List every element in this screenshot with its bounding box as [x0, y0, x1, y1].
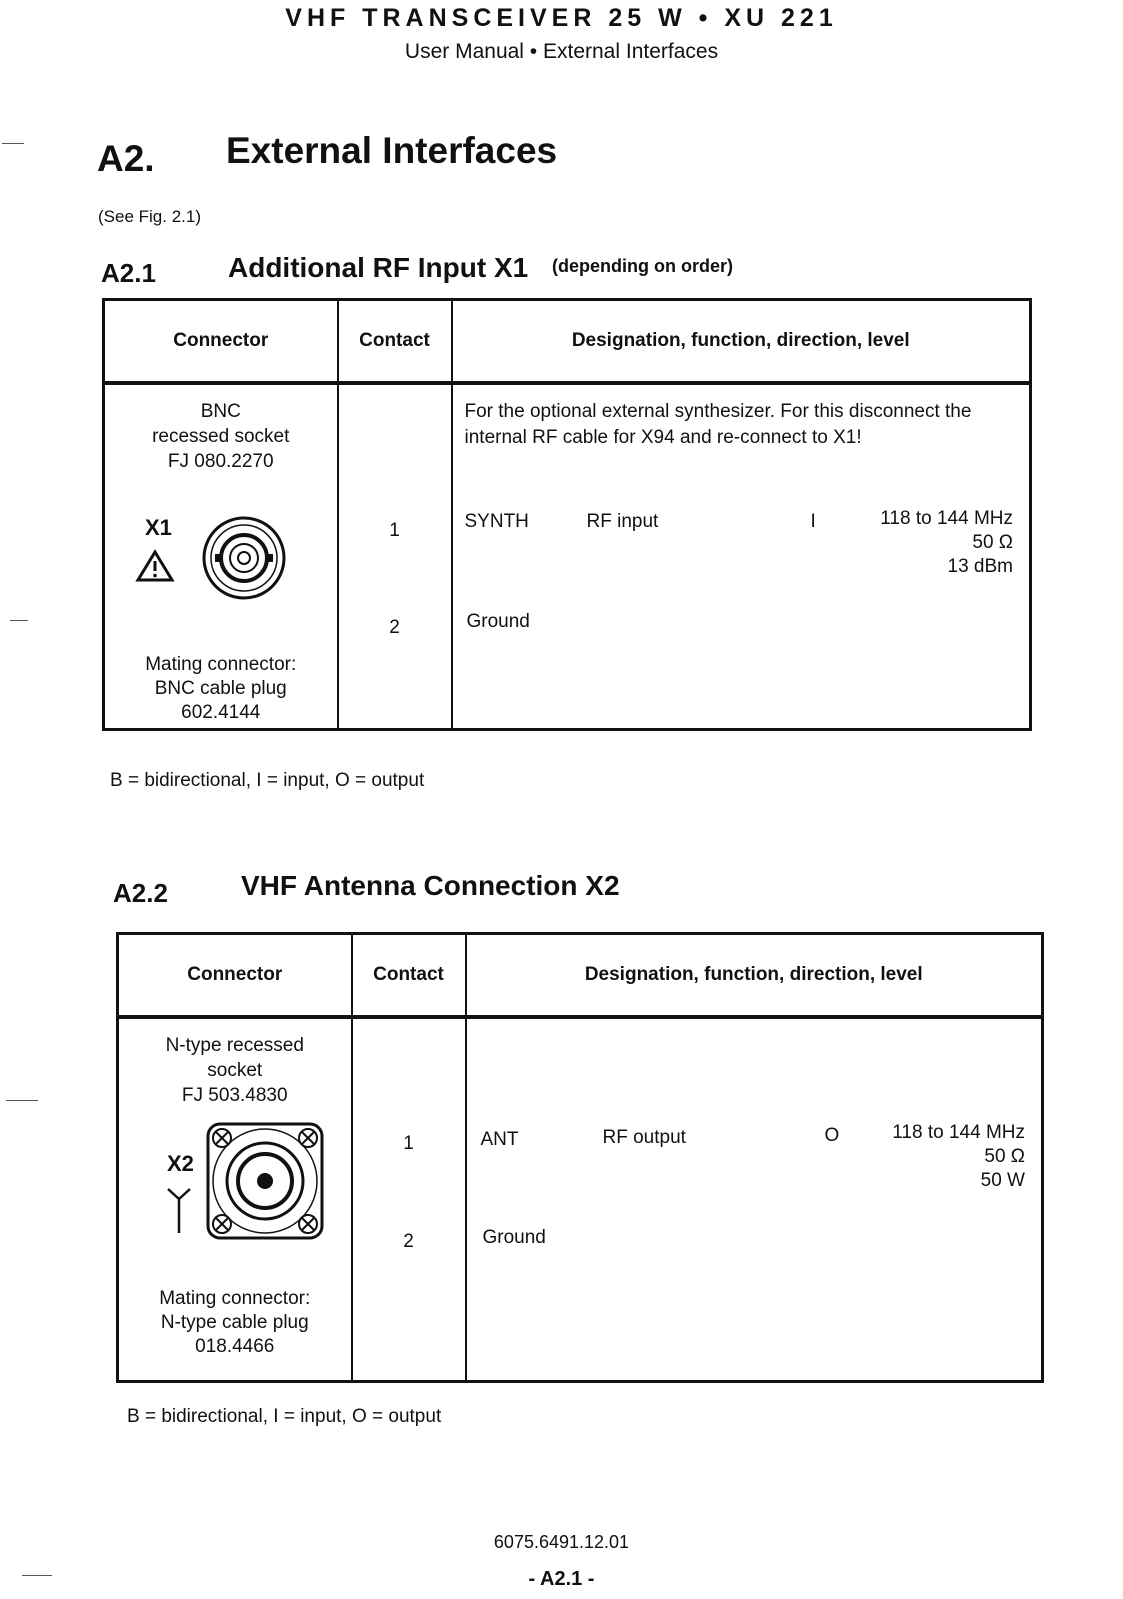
subsection-a21-number: A2.1 — [101, 258, 156, 288]
subsection-a22-title: VHF Antenna Connection X2 — [241, 870, 620, 901]
signal-name: Ground — [482, 1227, 546, 1248]
connector-label-x1: X1 — [145, 515, 172, 540]
mating-connector-type: N-type cable plug — [160, 1312, 309, 1333]
a22-connector-cell — [118, 1017, 352, 1381]
level-impedance: 50 Ω — [972, 532, 1013, 553]
antenna-icon — [165, 1187, 193, 1235]
signal-function: RF output — [602, 1127, 686, 1148]
mating-connector-type: BNC cable plug — [154, 678, 287, 699]
n-type-socket-icon — [205, 1121, 325, 1241]
a21-description: For the optional external synthesizer. For this disconnect the internal RF cable for X94 and re-connect to X1! — [464, 401, 972, 448]
col-header-connector: Connector — [104, 300, 338, 384]
contact-number: 1 — [389, 520, 400, 541]
signal-name: ANT — [480, 1129, 519, 1150]
scan-mark — [2, 143, 24, 144]
connector-type-detail: recessed socket — [152, 426, 290, 447]
mating-connector-part: 602.4144 — [181, 702, 261, 723]
a22-designation-cell — [466, 1017, 1043, 1381]
connector-part-number: FJ 503.4830 — [181, 1085, 288, 1106]
signal-name: Ground — [466, 611, 530, 632]
a22-legend: B = bidirectional, I = input, O = output — [127, 1406, 442, 1427]
signal-name: SYNTH — [464, 511, 529, 532]
col-header-designation: Designation, function, direction, level — [466, 934, 1043, 1018]
a21-connector-cell — [104, 383, 338, 729]
header-subtitle: User Manual • External Interfaces — [404, 40, 719, 63]
col-header-connector: Connector — [118, 934, 352, 1018]
connector-part-number: FJ 080.2270 — [167, 451, 274, 472]
section-title: External Interfaces — [226, 130, 558, 171]
connector-type: N-type recessed — [165, 1035, 304, 1056]
signal-level — [892, 1121, 1025, 1193]
contact-number: 1 — [403, 1133, 414, 1154]
connector-type: BNC — [200, 401, 241, 422]
a21-legend: B = bidirectional, I = input, O = output — [110, 770, 425, 791]
signal-direction: O — [824, 1125, 840, 1146]
warning-triangle-icon — [135, 549, 175, 583]
subsection-a21-title: Additional RF Input X1 — [228, 252, 529, 283]
mating-connector-label: Mating connector: — [159, 1288, 311, 1309]
bnc-socket-icon — [201, 515, 287, 601]
scan-mark — [6, 1100, 38, 1101]
a21-designation-cell — [452, 383, 1031, 729]
connector-label-x2: X2 — [167, 1151, 194, 1176]
scan-mark — [10, 620, 28, 621]
document-number: 6075.6491.12.01 — [493, 1532, 630, 1552]
connector-type-detail: socket — [207, 1060, 263, 1081]
contact-number: 2 — [403, 1231, 414, 1252]
see-figure-ref: (See Fig. 2.1) — [98, 207, 201, 226]
subsection-a22-number: A2.2 — [113, 878, 168, 908]
col-header-designation: Designation, function, direction, level — [452, 300, 1031, 384]
signal-direction: I — [810, 511, 816, 532]
level-frequency: 118 to 144 MHz — [880, 508, 1013, 529]
signal-level — [880, 507, 1013, 579]
a21-table — [102, 298, 1032, 731]
col-header-contact: Contact — [338, 300, 452, 384]
a22-contact-cell — [352, 1017, 466, 1381]
mating-connector-label: Mating connector: — [145, 654, 297, 675]
signal-function: RF input — [586, 511, 659, 532]
subsection-a21-note: (depending on order) — [552, 256, 733, 276]
col-header-contact: Contact — [352, 934, 466, 1018]
a21-contact-cell — [338, 383, 452, 729]
level-impedance: 50 Ω — [984, 1146, 1025, 1167]
level-power: 50 W — [980, 1170, 1025, 1191]
contact-number: 2 — [389, 617, 400, 638]
level-frequency: 118 to 144 MHz — [892, 1122, 1025, 1143]
level-power: 13 dBm — [947, 556, 1013, 577]
header-title: VHF TRANSCEIVER 25 W • XU 221 — [285, 4, 838, 32]
section-number: A2. — [97, 138, 155, 179]
a22-table — [116, 932, 1044, 1383]
page-number: - A2.1 - — [528, 1568, 595, 1590]
mating-connector-part: 018.4466 — [195, 1336, 275, 1357]
